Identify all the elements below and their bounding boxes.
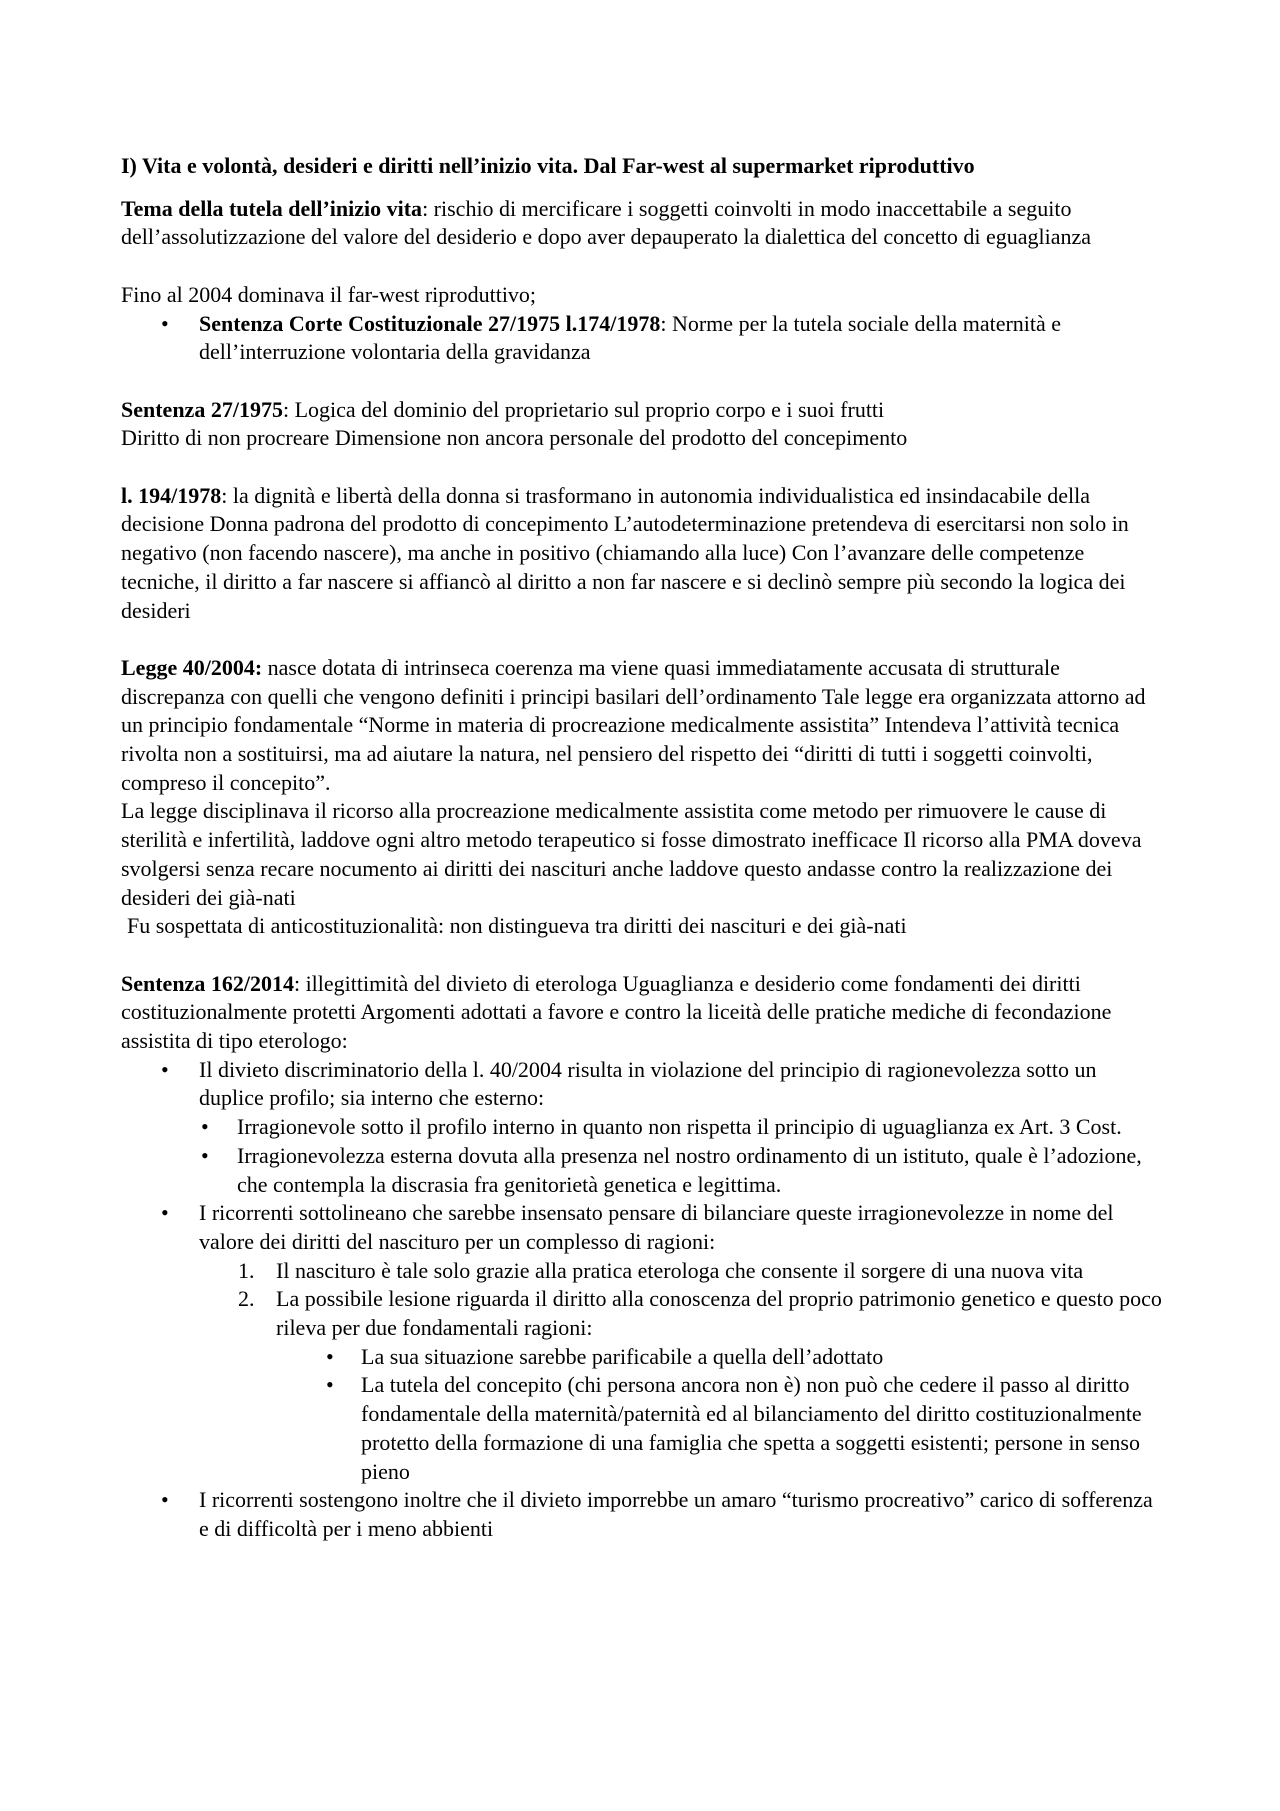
bullet-icon: •: [161, 1200, 169, 1226]
document-title: I) Vita e volontà, desideri e diritti nell’inizio vita. Dal Far-west al supermarket riproduttivo: [121, 153, 975, 178]
document-body: [121, 152, 1166, 1544]
numbered-item: 1. Il nascituro è tale solo grazie alla pratica eterologa che consente il sorgere di una nuova vita: [121, 1257, 1166, 1286]
list-number: 2.: [238, 1286, 255, 1312]
paragraph-sentenza-1975: Sentenza 27/1975: Logica del dominio del proprietario sul proprio corpo e i suoi frutti: [121, 396, 885, 422]
list-item: • Irragionevolezza esterna dovuta alla presenza nel nostro ordinamento di un istituto, quale è l’adozione, che contempla la discrasia fra genitorietà genetica e legittima.: [201, 1142, 1142, 1197]
bullet-icon: •: [326, 1343, 334, 1369]
numbered-item: 2. La possibile lesione riguarda il diritto alla conoscenza del proprio patrimonio genetico e questo poco rileva per due fondamentali ragioni:: [238, 1286, 1162, 1341]
bullet-label: Sentenza Corte Costituzionale 27/1975 l.174/1978: [199, 310, 661, 336]
list-item: • Irragionevole sotto il profilo interno in quanto non rispetta il principio di uguaglianza ex Art. 3 Cost.: [121, 1113, 1166, 1142]
bullet-icon: •: [161, 1056, 169, 1082]
bullet-icon: •: [201, 1114, 209, 1140]
list-item: • I ricorrenti sottolineano che sarebbe insensato pensare di bilanciare queste irragionevolezze in nome del valore dei diritti del nascituro per un complesso di ragioni:: [161, 1200, 1114, 1254]
paragraph-legge-40-2: La legge disciplinava il ricorso alla procreazione medicalmente assistita come metodo per rimuovere le cause di sterilità e infertilità, laddove ogni altro metodo terapeutico si fosse dimostrato inefficace Il ricorso alla PMA doveva svolgersi senza recare nocumento ai diritti dei nascituri anche laddove questo andasse contro la realizzazione dei desideri dei già-nati: [121, 798, 1142, 910]
bullet-icon: •: [161, 310, 169, 336]
list-item: • Il divieto discriminatorio della l. 40/2004 risulta in violazione del principio di ragionevolezza sotto un duplice profilo; sia interno che esterno:: [161, 1056, 1097, 1111]
list-item: • I ricorrenti sostengono inoltre che il divieto imporrebbe un amaro “turismo procreativo” carico di sofferenza e di difficoltà per i meno abbienti: [161, 1487, 1153, 1541]
bullet-icon: •: [201, 1142, 209, 1168]
paragraph-legge-194: l. 194/1978: la dignità e libertà della donna si trasformano in autonomia individualistica ed insindacabile della decisione Donna padrona del prodotto di concepimento L’autodeterminazione pretendeva di esercitarsi non solo in negativo (non facendo nascere), ma anche in positivo (chiamando alla luce) Con l’avanzare delle competenze tecniche, il diritto a far nascere si affiancò al diritto a non far nascere e si declinò sempre più secondo la logica dei desideri: [121, 482, 1129, 623]
bullet-icon: •: [326, 1372, 334, 1398]
list-number: 1.: [238, 1257, 255, 1283]
tema-label: Tema della tutela dell’inizio vita: [121, 195, 423, 221]
paragraph-sentenza-2014: Sentenza 162/2014: illegittimità del divieto di eterologa Uguaglianza e desiderio come fondamenti dei diritti costituzionalmente protetti Argomenti adottati a favore e contro la liceità delle pratiche mediche di fecondazione assistita di tipo eterologo:: [121, 970, 1112, 1054]
paragraph-tema: [121, 195, 1166, 252]
list-item: • La sua situazione sarebbe parificabile a quella dell’adottato: [121, 1343, 1166, 1372]
list-item: • La tutela del concepito (chi persona ancora non è) non può che cedere il passo al diritto fondamentale della maternità/paternità ed al bilanciamento del diritto costituzionalmente protetto della formazione di una famiglia che spetta a soggetti esistenti; persone in senso pieno: [326, 1372, 1142, 1484]
paragraph-legge-40-3: Fu sospettata di anticostituzionalità: non distingueva tra diritti dei nascituri e dei già-nati: [127, 913, 907, 939]
paragraph-legge-40: Legge 40/2004: nasce dotata di intrinseca coerenza ma viene quasi immediatamente accusata di strutturale discrepanza con quelli che vengono definiti i principi basilari dell’ordinamento Tale legge era organizzata attorno ad un principio fondamentale “Norme in materia di procreazione medicalmente assistita” Intendeva l’attività tecnica rivolta non a sostituirsi, ma ad aiutare la natura, nel pensiero del rispetto dei “diritti di tutti i soggetti coinvolti, compreso il concepito”.: [121, 654, 1146, 795]
paragraph-sentenza-1975-line2: Diritto di non procreare Dimensione non ancora personale del prodotto del concepimento: [121, 425, 908, 451]
tema-text: : rischio di mercificare i soggetti coinvolti in modo inaccettabile a seguito dell’assolutizzazione del valore del desiderio e dopo aver depauperato la dialettica del concetto di eguaglianza: [121, 195, 1092, 250]
list-item: • Sentenza Corte Costituzionale 27/1975 l.174/1978: Norme per la tutela sociale della maternità e dell’interruzione volontaria della gravidanza: [161, 310, 1062, 365]
paragraph-far-west: Fino al 2004 dominava il far-west riproduttivo;: [121, 281, 537, 307]
bullet-icon: •: [161, 1487, 169, 1513]
